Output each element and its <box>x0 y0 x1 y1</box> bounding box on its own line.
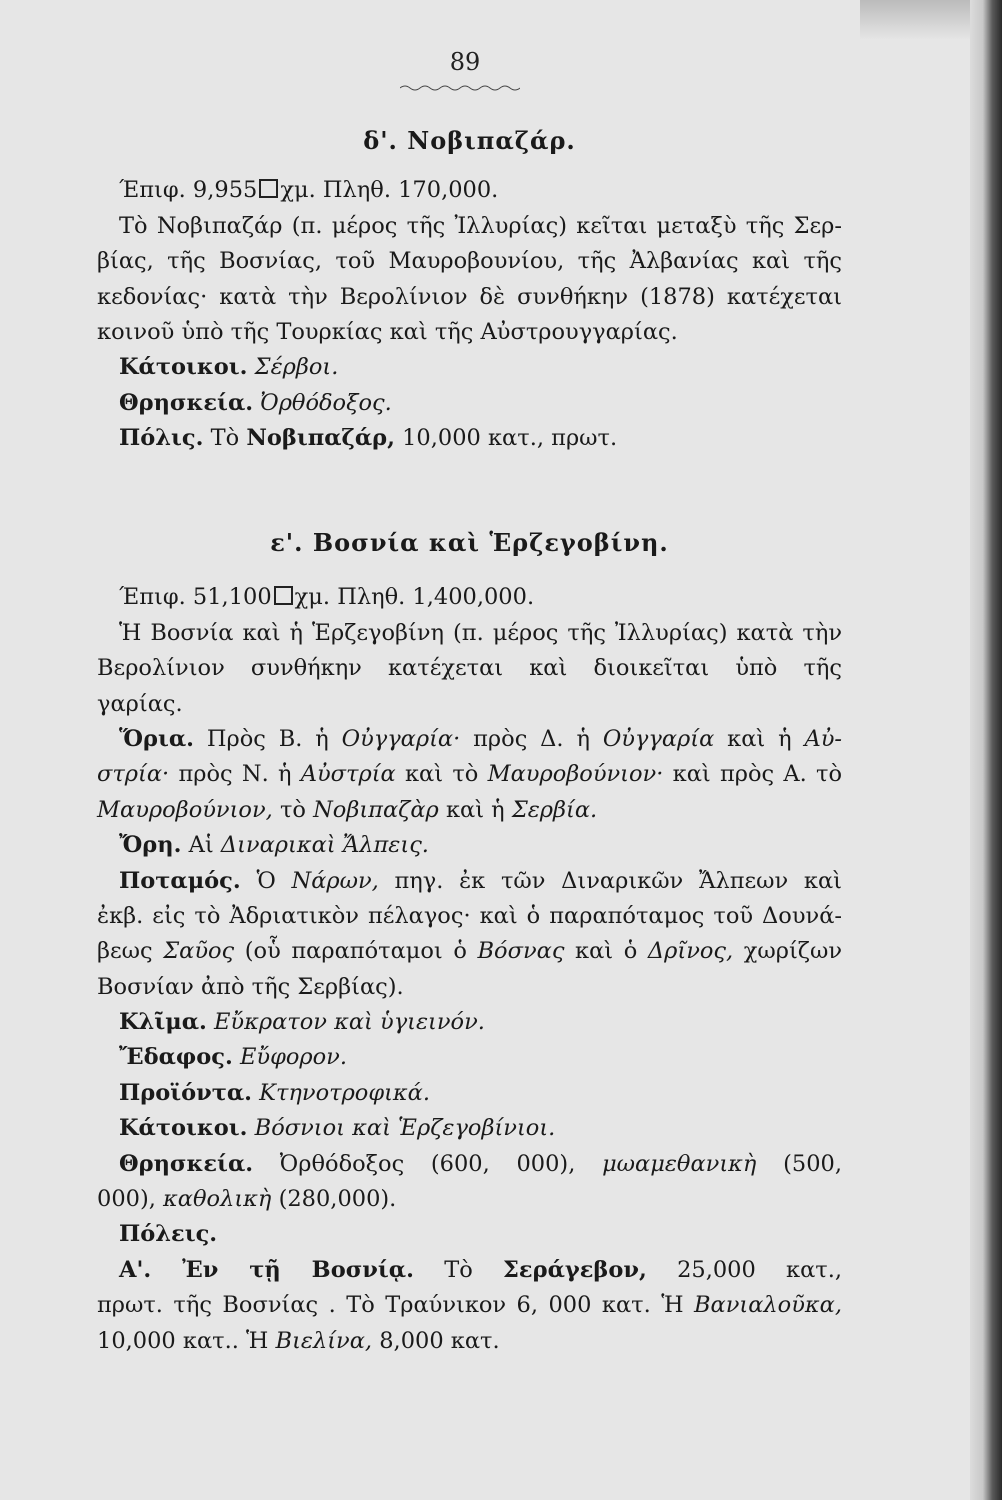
paragraph-line: κεδονίας· κατὰ τὴν Βερολίνιον δὲ συνθήκην (1878) κατέχεται <box>97 283 842 310</box>
religion-line: 000), καθολικὴ (280,000). <box>97 1186 397 1213</box>
paragraph-line: Βερολίνιον συνθήκην κατέχεται καὶ διοικεῖται ὑπὸ τῆς <box>97 655 842 682</box>
cities-line: 10,000 κατ.. Ἡ Βιελίνα, 8,000 κατ. <box>97 1327 500 1354</box>
inhabitants-entry: Κάτοικοι. Σέρβοι. <box>119 354 339 381</box>
cities-label: Πόλεις. <box>119 1221 218 1248</box>
soil-entry: Ἔδαφος. Εὔφορον. <box>119 1044 347 1071</box>
page-number: 89 <box>449 48 481 76</box>
paragraph-line: γαρίας. <box>97 690 183 717</box>
ornament-rule <box>400 84 520 92</box>
river-line: ἐκβ. εἰς τὸ Ἀδριατικὸν πέλαγος· καὶ ὁ παραπόταμος τοῦ Δουνά- <box>97 902 842 929</box>
religion-entry: Θρησκεία. Ὀρθόδοξος. <box>119 389 392 416</box>
area-line: Έπιφ. 9,955 χμ. Πληθ. 170,000. <box>119 177 499 204</box>
paragraph-line: βίας, τῆς Βοσνίας, τοῦ Μαυροβουνίου, τῆς Ἀλβανίας καὶ τῆς <box>97 248 842 275</box>
borders-line: στρία· πρὸς Ν. ἡ Αὐστρία καὶ τὸ Μαυροβούνιον· καὶ πρὸς Α. τὸ <box>97 761 842 788</box>
square-symbol-icon <box>259 179 278 198</box>
paragraph-line: κοινοῦ ὑπὸ τῆς Τουρκίας καὶ τῆς Αὐστρουγγαρίας. <box>97 318 678 345</box>
inhabitants-entry: Κάτοικοι. Βόσνιοι καὶ Ἑρζεγοβίνιοι. <box>119 1115 556 1142</box>
mountains-entry: Ὄρη. Αἱ Διναρικαὶ Ἄλπεις. <box>119 832 429 859</box>
area-line: Έπιφ. 51,100 χμ. Πληθ. 1,400,000. <box>119 584 535 611</box>
borders-line: Μαυροβούνιον, τὸ Νοβιπαζὰρ καὶ ἡ Σερβία. <box>97 796 598 823</box>
page-edge-shadow <box>970 0 1002 1500</box>
river-line: Βοσνίαν ἀπὸ τῆς Σερβίας). <box>97 973 404 1000</box>
climate-entry: Κλῖμα. Εὔκρατον καὶ ὑγιεινόν. <box>119 1009 485 1036</box>
section-heading: δ'. Νοβιπαζάρ. <box>363 126 576 155</box>
religion-entry: Θρησκεία. Ὀρθόδοξος (600, 000), μωαμεθανικὴ (500, <box>119 1150 842 1177</box>
section-heading: ε'. Βοσνία καὶ Ἑρζεγοβίνη. <box>270 528 669 557</box>
cities-entry: Α'. Ἐν τῇ Βοσνίᾳ. Τὸ Σεράγεβον, 25,000 κατ., <box>119 1256 842 1283</box>
river-line: βεως Σαῦος (οὗ παραπόταμοι ὁ Βόσνας καὶ ὁ Δρῖνος, χωρίζων <box>97 938 842 965</box>
paragraph-line: Ἡ Βοσνία καὶ ἡ Ἑρζεγοβίνη (π. μέρος τῆς Ἰλλυρίας) κατὰ τὴν <box>119 619 842 646</box>
cities-line: πρωτ. τῆς Βοσνίας . Τὸ Τραύνικον 6, 000 κατ. Ἡ Βανιαλοῦκα, <box>97 1292 842 1319</box>
paragraph-line: Τὸ Νοβιπαζάρ (π. μέρος τῆς Ἰλλυρίας) κεῖται μεταξὺ τῆς Σερ- <box>119 212 842 239</box>
river-entry: Ποταμός. Ὁ Νάρων, πηγ. ἐκ τῶν Διναρικῶν Ἄλπεων καὶ <box>119 867 842 894</box>
borders-entry: Ὅρια. Πρὸς Β. ἡ Οὐγγαρία· πρὸς Δ. ἡ Οὐγγαρία καὶ ἡ Αὐ- <box>119 725 842 752</box>
cities-entry: Πόλις. Τὸ Νοβιπαζάρ, 10,000 κατ., πρωτ. <box>119 425 618 452</box>
products-entry: Προϊόντα. Κτηνοτροφικά. <box>119 1079 431 1106</box>
section-bosnia <box>97 525 842 1359</box>
square-symbol-icon <box>274 586 293 605</box>
section-novipazar <box>97 123 842 457</box>
